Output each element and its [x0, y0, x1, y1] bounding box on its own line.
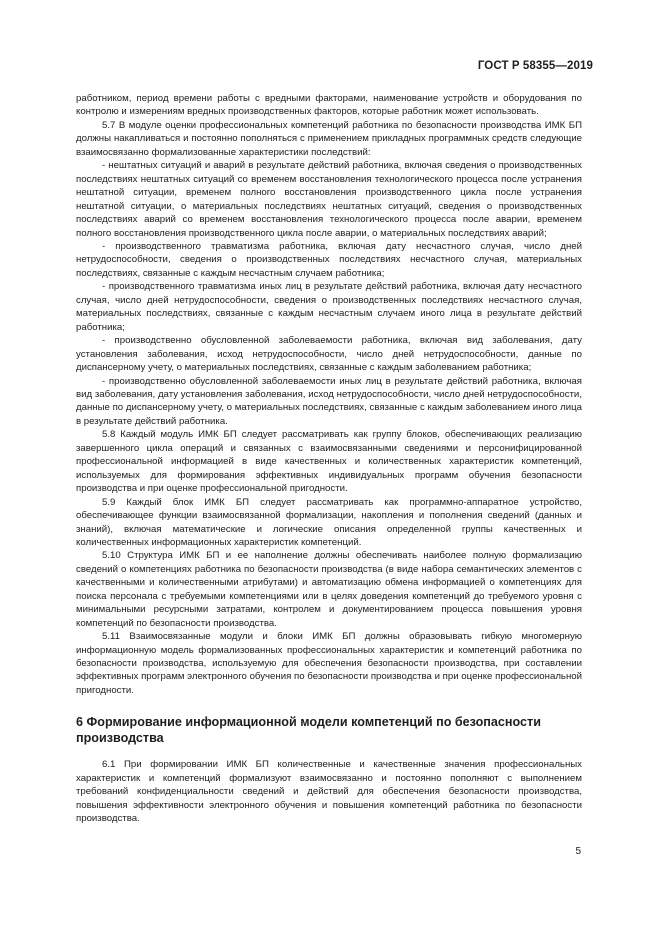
- standard-code-header: ГОСТ Р 58355—2019: [477, 60, 593, 72]
- paragraph: - нештатных ситуаций и аварий в результате действий работника, включая сведения о производственных последствиях нештатных ситуаций со временем восстановления технологического процесса после устранения нештатной ситуации, временем полного восстановления производственного цикла после устранения нештатной ситуации, о материальных последствиях нештатных ситуаций, сведения о производственных последствиях аварий со временем восстановления технологического процесса после аварии, временем полного восстановления производственного цикла после аварии, о материальных последствиях аварий;: [76, 160, 582, 239]
- paragraph: работником, период времени работы с вредными факторами, наименование устройств и оборудования по контролю и измерениям вредных производственных факторов, которые работник может использовать.: [76, 93, 582, 118]
- paragraphs-before-section: [76, 92, 582, 697]
- page-number: 5: [575, 846, 581, 857]
- paragraph: - производственно обусловленной заболеваемости иных лиц в результате действий работника, включая вид заболевания, дату установления заболевания, исход нетрудоспособности, число дней нетрудоспособности, данные по диспансерному учету, о материальных последствиях, связанные с каждым заболеванием иного лица в результате действий работника.: [76, 375, 582, 427]
- paragraph: - производственного травматизма иных лиц в результате действий работника, включая дату несчастного случая, число дней нетрудоспособности, сведения о производственных последствиях несчастного случая, материальных последствиях, связанные с каждым несчастным случаем иного лица в результате действий работника;: [76, 281, 582, 333]
- paragraphs-after-section: [76, 758, 582, 825]
- paragraph: 5.10 Структура ИМК БП и ее наполнение должны обеспечивать наиболее полную формализацию сведений о компетенциях работника по безопасности производства (в виде набора семантических элементов с качественными и количественными атрибутами) и автоматизацию обмена информацией о компетенциях для поиска персонала с требуемыми компетенциями или в целях доведения компетенций до требуемого уровня с минимальными ресурсными затратами, контролем и документированием процесса повышения уровня компетенций по безопасности производства.: [76, 550, 582, 629]
- paragraph: 5.8 Каждый модуль ИМК БП следует рассматривать как группу блоков, обеспечивающих реализацию завершенного цикла операций и связанных с взаимосвязанными сведениями и персонифицированной профессиональной информацией в виде качественных и количественных характеристик компетенций, используемых для формирования эффективных индивидуальных программ обучения безопасности производства и при оценке профессиональной пригодности.: [76, 429, 582, 495]
- paragraph: 5.7 В модуле оценки профессиональных компетенций работника по безопасности производства ИМК БП должны накапливаться и постоянно пополняться с применением прикладных программных средств следующие взаимосвязанно формализованные характеристики последствий:: [76, 119, 582, 158]
- document-body: [76, 92, 582, 826]
- paragraph: 5.9 Каждый блок ИМК БП следует рассматривать как программно-аппаратное устройство, обеспечивающее функции взаимосвязанной формализации, накопления и пополнения сведений (данных и знаний), включая математические и логические описания определенной группы качественных и количественных информационных характеристик компетенций.: [76, 496, 582, 548]
- paragraph: 5.11 Взаимосвязанные модули и блоки ИМК БП должны образовывать гибкую многомерную информационную модель формализованных профессиональных характеристик и компетенций работника по безопасности производства, используемую для обеспечения безопасности производства, при составлении эффективных программ электронного обучения по безопасности производства и при оценке профессиональной пригодности.: [76, 631, 582, 696]
- paragraph: 6.1 При формировании ИМК БП количественные и качественные значения профессиональных характеристик и компетенций формализуют взаимосвязанно и постоянно пополняют с выполнением требований конфиденциальности сведений и действий для обеспечения безопасности производства, повышения эффективности электронного обучения и повышения компетенций работника по безопасности производства.: [76, 759, 582, 825]
- section-title: 6 Формирование информационной модели компетенций по безопасности производства: [76, 715, 541, 746]
- paragraph: - производственного травматизма работника, включая дату несчастного случая, число дней нетрудоспособности, сведения о производственных последствиях несчастного случая, материальных последствиях, связанные с каждым несчастным случаем работника;: [76, 240, 582, 279]
- paragraph: - производственно обусловленной заболеваемости работника, включая вид заболевания, дату установления заболевания, исход нетрудоспособности, число дней нетрудоспособности, данные по диспансерному учету, о материальных последствиях, связанные с каждым заболеванием работника;: [76, 335, 582, 374]
